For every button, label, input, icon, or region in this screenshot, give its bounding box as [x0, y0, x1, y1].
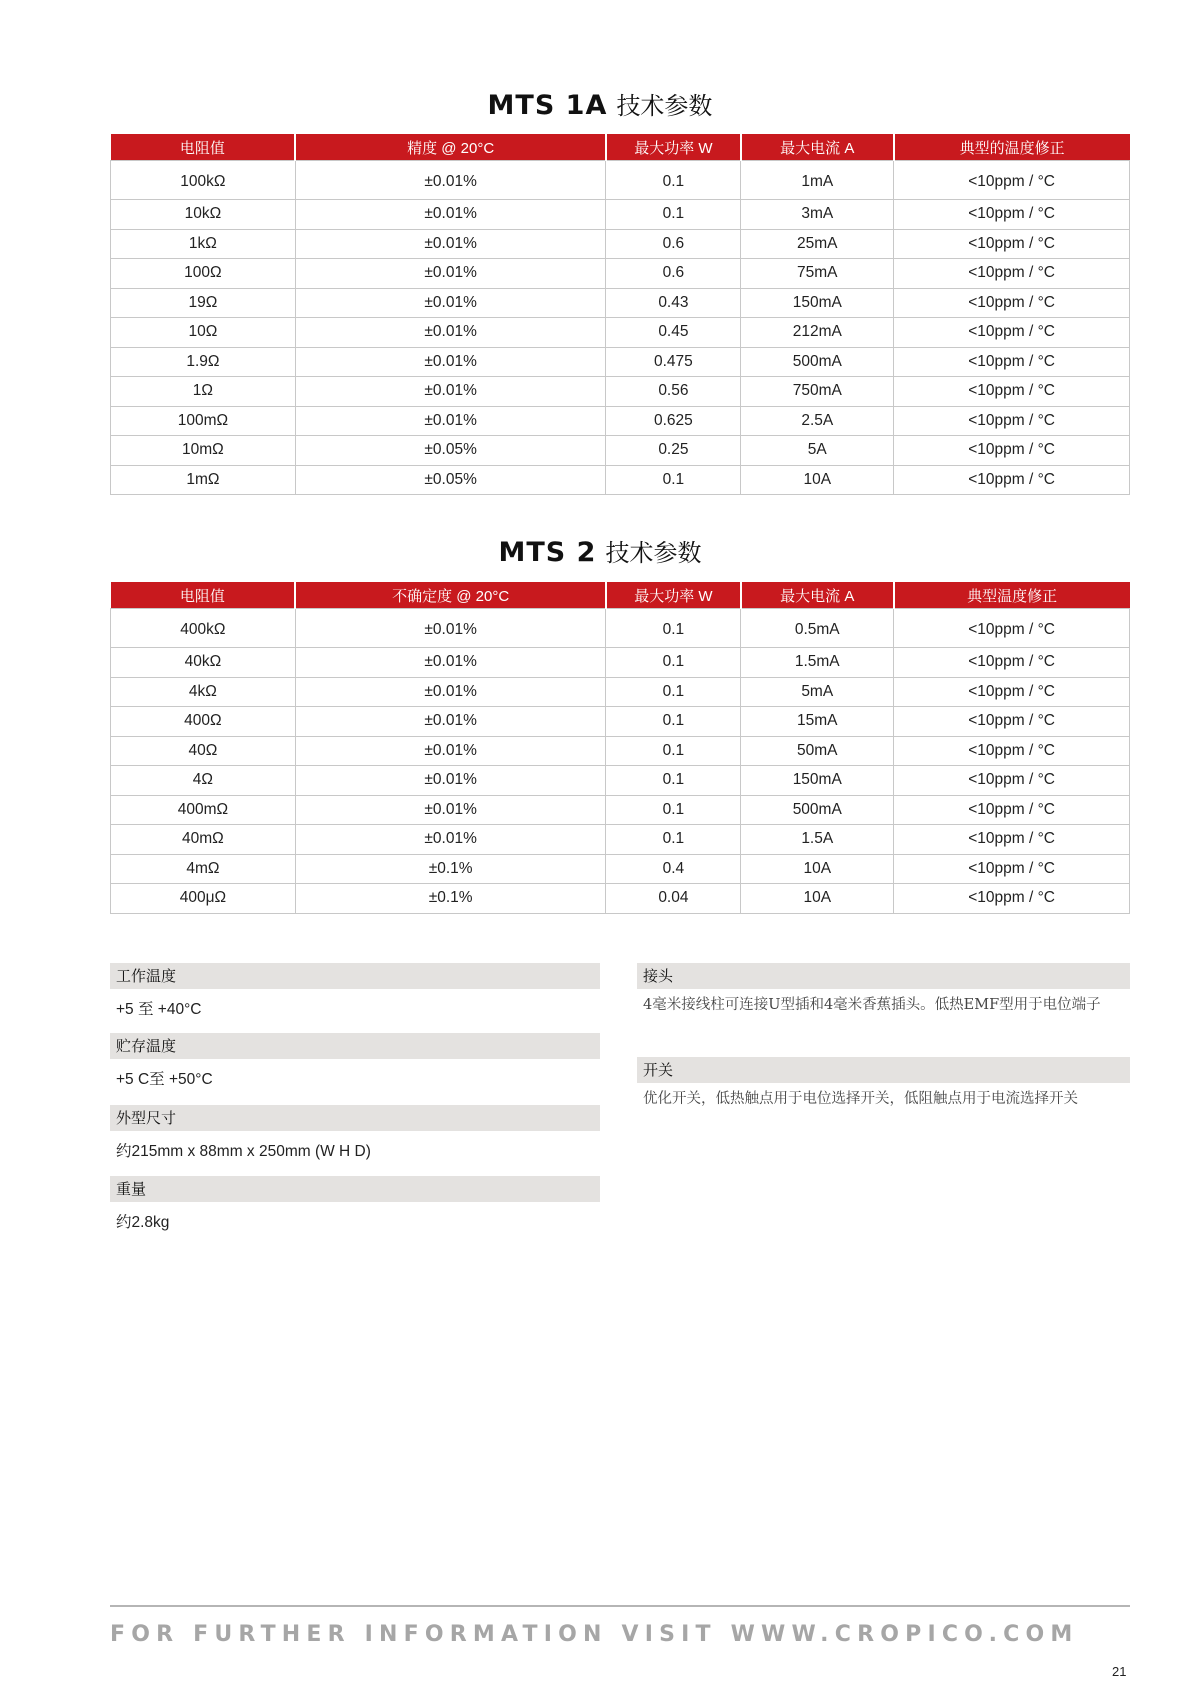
table-cell: <10ppm / °C: [894, 229, 1130, 259]
section1-title: [0, 86, 1200, 121]
spec-operating-temp: [110, 963, 600, 1023]
spec-terminals: [637, 963, 1130, 1019]
table-cell: 15mA: [741, 707, 894, 737]
table-row: [111, 200, 1130, 230]
table-cell: 1Ω: [111, 377, 296, 407]
table-cell: <10ppm / °C: [894, 795, 1130, 825]
table-cell: 0.1: [606, 825, 741, 855]
table-cell: ±0.01%: [295, 677, 606, 707]
spec-label: 重量: [110, 1176, 600, 1202]
table-cell: 1kΩ: [111, 229, 296, 259]
table-cell: 0.1: [606, 736, 741, 766]
table-cell: 212mA: [741, 318, 894, 348]
table-cell: 1.5mA: [741, 648, 894, 678]
table-cell: ±0.01%: [295, 766, 606, 796]
section1-model: MTS 1A: [487, 90, 608, 121]
spec-value: +5 至 +40°C: [116, 1001, 202, 1018]
section2-title-zh: 技术参数: [605, 539, 702, 567]
table-cell: 40kΩ: [111, 648, 296, 678]
table-cell: <10ppm / °C: [894, 677, 1130, 707]
mts2-spec-table: [110, 582, 1130, 914]
table-cell: 25mA: [741, 229, 894, 259]
column-header: 典型温度修正: [894, 582, 1130, 609]
spec-storage-temp: [110, 1033, 600, 1093]
table-row: [111, 259, 1130, 289]
table-cell: 10kΩ: [111, 200, 296, 230]
table-row: [111, 854, 1130, 884]
footer-divider: [110, 1605, 1130, 1607]
table-cell: <10ppm / °C: [894, 200, 1130, 230]
table-cell: ±0.01%: [295, 795, 606, 825]
table-cell: ±0.01%: [295, 200, 606, 230]
table-row: [111, 825, 1130, 855]
table-row: [111, 406, 1130, 436]
spec-value: 4毫米接线柱可连接U型插和4毫米香蕉插头。低热EMF型用于电位端子: [643, 997, 1101, 1013]
table-cell: 0.6: [606, 229, 741, 259]
table-cell: ±0.01%: [295, 825, 606, 855]
table-cell: ±0.01%: [295, 229, 606, 259]
column-header: 不确定度 @ 20°C: [295, 582, 606, 609]
table-row: [111, 648, 1130, 678]
table-cell: <10ppm / °C: [894, 707, 1130, 737]
column-header: 电阻值: [111, 582, 296, 609]
table-row: [111, 347, 1130, 377]
column-header: 典型的温度修正: [894, 134, 1130, 161]
table-cell: 400kΩ: [111, 609, 296, 648]
table-cell: 0.1: [606, 766, 741, 796]
table-cell: 400Ω: [111, 707, 296, 737]
table-cell: 50mA: [741, 736, 894, 766]
spec-label: 贮存温度: [110, 1033, 600, 1059]
table-cell: ±0.01%: [295, 406, 606, 436]
table-row: [111, 161, 1130, 200]
table-cell: 0.4: [606, 854, 741, 884]
table-cell: ±0.01%: [295, 259, 606, 289]
table-cell: 0.43: [606, 288, 741, 318]
table-cell: <10ppm / °C: [894, 766, 1130, 796]
spec-value: 约2.8kg: [116, 1214, 170, 1231]
table-cell: 0.1: [606, 161, 741, 200]
table-cell: 0.1: [606, 200, 741, 230]
table-cell: 400mΩ: [111, 795, 296, 825]
table-cell: 0.6: [606, 259, 741, 289]
table-cell: 100kΩ: [111, 161, 296, 200]
spec-label: 开关: [637, 1057, 1130, 1083]
table-cell: 100mΩ: [111, 406, 296, 436]
spec-value: 约215mm x 88mm x 250mm (W H D): [116, 1143, 371, 1160]
column-header: 电阻值: [111, 134, 296, 161]
table-cell: ±0.01%: [295, 648, 606, 678]
column-header: 最大功率 W: [606, 582, 741, 609]
table-cell: <10ppm / °C: [894, 648, 1130, 678]
spec-value: 优化开关，低热触点用于电位选择开关，低阻触点用于电流选择开关: [643, 1091, 1078, 1107]
table-cell: 0.56: [606, 377, 741, 407]
table-cell: 10mΩ: [111, 436, 296, 466]
table-cell: 0.25: [606, 436, 741, 466]
table-cell: <10ppm / °C: [894, 736, 1130, 766]
table-cell: 0.1: [606, 677, 741, 707]
section2-title: [0, 533, 1200, 568]
table-row: [111, 884, 1130, 914]
table-row: [111, 736, 1130, 766]
table-cell: <10ppm / °C: [894, 854, 1130, 884]
table-cell: ±0.01%: [295, 609, 606, 648]
spec-weight: [110, 1176, 600, 1236]
table-cell: ±0.01%: [295, 736, 606, 766]
table-cell: 750mA: [741, 377, 894, 407]
table-cell: ±0.05%: [295, 436, 606, 466]
table-cell: ±0.01%: [295, 377, 606, 407]
table-cell: 150mA: [741, 288, 894, 318]
table-cell: 75mA: [741, 259, 894, 289]
table-cell: <10ppm / °C: [894, 825, 1130, 855]
table-cell: 10A: [741, 854, 894, 884]
table-row: [111, 229, 1130, 259]
table-cell: <10ppm / °C: [894, 436, 1130, 466]
column-header: 最大电流 A: [741, 134, 894, 161]
table-cell: 0.5mA: [741, 609, 894, 648]
table-cell: ±0.1%: [295, 884, 606, 914]
spec-dimensions: [110, 1105, 600, 1165]
spec-label: 接头: [637, 963, 1130, 989]
table-cell: <10ppm / °C: [894, 465, 1130, 495]
table-row: [111, 707, 1130, 737]
table-cell: 4mΩ: [111, 854, 296, 884]
table-cell: ±0.01%: [295, 347, 606, 377]
table-cell: <10ppm / °C: [894, 609, 1130, 648]
table-cell: 19Ω: [111, 288, 296, 318]
table-cell: <10ppm / °C: [894, 347, 1130, 377]
column-header: 精度 @ 20°C: [295, 134, 606, 161]
table-cell: 1.5A: [741, 825, 894, 855]
table-cell: 0.1: [606, 609, 741, 648]
table-cell: 150mA: [741, 766, 894, 796]
table-cell: 40Ω: [111, 736, 296, 766]
table-cell: 0.1: [606, 648, 741, 678]
table-row: [111, 795, 1130, 825]
table-cell: 0.04: [606, 884, 741, 914]
table-row: [111, 465, 1130, 495]
table-cell: 0.475: [606, 347, 741, 377]
table-row: [111, 318, 1130, 348]
table-row: [111, 677, 1130, 707]
table-cell: 0.1: [606, 795, 741, 825]
table-cell: 0.625: [606, 406, 741, 436]
table-row: [111, 766, 1130, 796]
table-row: [111, 288, 1130, 318]
column-header: 最大功率 W: [606, 134, 741, 161]
table-cell: 100Ω: [111, 259, 296, 289]
table-cell: 40mΩ: [111, 825, 296, 855]
table-cell: 10Ω: [111, 318, 296, 348]
table-cell: ±0.01%: [295, 288, 606, 318]
table-cell: 0.1: [606, 707, 741, 737]
table-cell: ±0.01%: [295, 161, 606, 200]
page-number: 21: [1112, 1664, 1127, 1679]
table-header-row: [111, 134, 1130, 161]
table-row: [111, 436, 1130, 466]
table-cell: 500mA: [741, 347, 894, 377]
table-cell: 1mA: [741, 161, 894, 200]
spec-switches: [637, 1057, 1130, 1113]
table-row: [111, 609, 1130, 648]
table-cell: ±0.01%: [295, 318, 606, 348]
mts1a-spec-table: [110, 134, 1130, 495]
table-cell: 4Ω: [111, 766, 296, 796]
table-cell: <10ppm / °C: [894, 161, 1130, 200]
table-cell: 0.1: [606, 465, 741, 495]
table-cell: 5A: [741, 436, 894, 466]
table-cell: 0.45: [606, 318, 741, 348]
table-cell: 10A: [741, 465, 894, 495]
footer-website-text: FOR FURTHER INFORMATION VISIT WWW.CROPICO.COM: [110, 1622, 1079, 1647]
table-header-row: [111, 582, 1130, 609]
table-cell: 5mA: [741, 677, 894, 707]
table-cell: 3mA: [741, 200, 894, 230]
spec-label: 工作温度: [110, 963, 600, 989]
table-row: [111, 377, 1130, 407]
spec-label: 外型尺寸: [110, 1105, 600, 1131]
table-cell: 10A: [741, 884, 894, 914]
table-cell: 1.9Ω: [111, 347, 296, 377]
table-cell: <10ppm / °C: [894, 406, 1130, 436]
table-cell: ±0.1%: [295, 854, 606, 884]
table-cell: 400μΩ: [111, 884, 296, 914]
spec-value: +5 C至 +50°C: [116, 1071, 213, 1088]
table-cell: <10ppm / °C: [894, 288, 1130, 318]
table-cell: <10ppm / °C: [894, 318, 1130, 348]
table-cell: <10ppm / °C: [894, 259, 1130, 289]
table-cell: 2.5A: [741, 406, 894, 436]
table-cell: ±0.05%: [295, 465, 606, 495]
section1-title-zh: 技术参数: [616, 92, 713, 120]
table-cell: <10ppm / °C: [894, 884, 1130, 914]
section2-model: MTS 2: [498, 537, 597, 568]
column-header: 最大电流 A: [741, 582, 894, 609]
table-cell: 1mΩ: [111, 465, 296, 495]
table-cell: 4kΩ: [111, 677, 296, 707]
table-cell: <10ppm / °C: [894, 377, 1130, 407]
table-cell: 500mA: [741, 795, 894, 825]
table-cell: ±0.01%: [295, 707, 606, 737]
